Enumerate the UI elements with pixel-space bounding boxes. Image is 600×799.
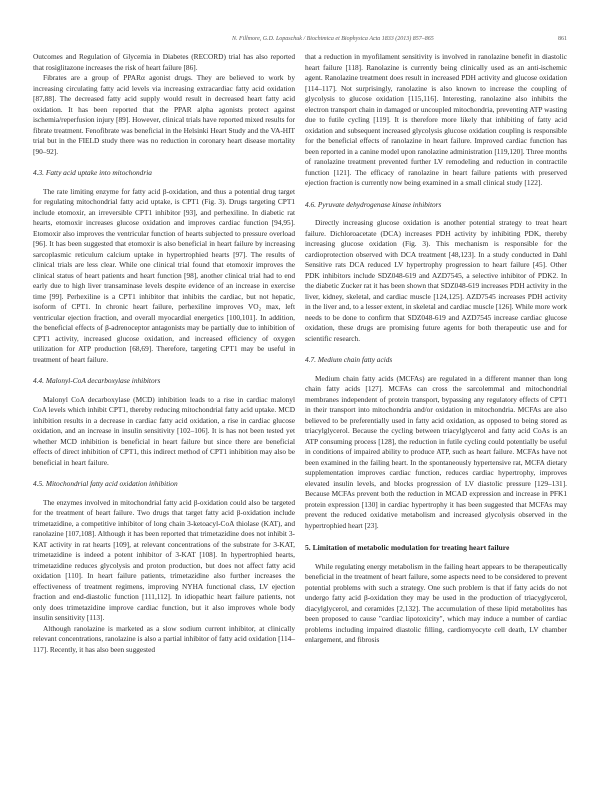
paragraph: Malonyl CoA decarboxylase (MCD) inhibition leads to a rise in cardiac malonyl CoA levels which inhibit CPT1, thereby reducing mitochondrial fatty acid uptake. MCD inhibition results in a decrease in cardiac fatty acid oxidation, a rise in cardiac glucose oxidation, and an increase in insulin sensitivity [102–106]. It is has not been tested yet whether MCD inhibition is beneficial in heart failure but since there are beneficial effects of direct inhibition of CPT1, this indirect method of CPT1 inhibition may also be beneficial in heart failure. xyxy=(33,394,295,467)
subsection-heading: 4.6. Pyruvate dehydrogenase kinase inhibitors xyxy=(305,199,442,209)
journal-citation: N. Fillmore, G.D. Lopaschuk / Biochimica et Biophysica Acta 1833 (2013) 857–865 xyxy=(232,36,434,42)
paragraph: While regulating energy metabolism in the failing heart appears to be therapeutically beneficial in the treatment of heart failure, some aspects need to be considered to prevent potential problems with such a strategy. One such problem is that if fatty acids do not undergo fatty acid β-oxidation they may be used in the production of triacyglycerol, diacylglycerol, and ceramides [2,132]. The accumulation of these lipid metabolites has been proposed to cause "cardiac lipotoxicity", which may induce a number of cardiac problems including impaired diastolic filling, cardiomyocyte cell death, LV chamber enlargement, and fibrosis xyxy=(305,561,567,644)
paragraph: Directly increasing glucose oxidation is another potential strategy to treat heart failure. Dichloroacetate (DCA) increases PDH activity by inhibiting PDK, thereby increasing glucose oxidation (Fig. 3). This mechanism is responsible for the cardioprotection observed with DCA treatment [48,123]. In a study conducted in Dahl Sensitive rats DCA reduced LV hypertrophy progression to heart failure [45]. Other PDK inhibitors include SDZ048-619 and AZD7545, a selective inhibitor of PDK2. In the diabetic Zucker rat it has been shown that SDZ048-619 increases PDH activity in the liver, kidney, skeletal, and cardiac muscle [124,125]. AZD7545 increases PDH activity in the liver and, to a lesser extent, in skeletal and cardiac muscle [126]. While more work needs to be done to confirm that SDZ048-619 and AZD7545 increase cardiac glucose oxidation, these drugs are promising future agents for both therapeutic use and for scientific research. xyxy=(305,218,567,343)
paragraph: Fibrates are a group of PPARα agonist drugs. They are believed to work by increasing circulating fatty acid levels via increasing extracardiac fatty acid oxidation [87,88]. The decreased fatty acid supply would result in decreased heart fatty acid oxidation. It has been reported that the PPAR alpha agonists protect against ischemia/reperfusion injury [89]. However, clinical trials have reported mixed results for fibrate treatment. Fenofibrate was beneficial in the Helsinki Heart Study and the VA-HIT trial but in the FIELD study there was no reduction in coronary heart disease mortality [90–92]. xyxy=(33,73,295,156)
paragraph: Medium chain fatty acids (MCFAs) are regulated in a different manner than long chain fatty acids [127]. MCFAs can cross the sarcolemmal and mitochondrial membranes independent of protein transport, bypassing any regulatory effects of CPT1 in their transport into mitochondria and/or oxidation in mitochondria. MCFAs are also believed to be preferentially used in fatty acid oxidation, as opposed to being stored as triacylglycerol. Because the cycling between triacylglycerol and fatty acid CoAs is an ATP consuming process [128], the reduction in futile cycling could potentially be useful in conditions of impaired ability to produce ATP, such as heart failure. MCFAs have not been examined in the failing heart. In the spontaneously hypertensive rat, MCFA dietary supplementation improves cardiac function, reduces cardiac hypertrophy, improves elevated insulin levels, and blocks progression of LV diastolic pressure [129–131]. Because MCFAs prevent both the reduction in MCAD expression and increase in PFK1 protein expression [130] in cardiac hypertrophy it has been suggested that MCFAs may prevent the reduced oxidative metabolism and increased glycolysis observed in the hypertrophied heart [23]. xyxy=(305,373,567,530)
right-column xyxy=(305,52,567,646)
paragraph: that a reduction in myofilament sensitivity is involved in ranolazine benefit in diastolic heart failure [118]. Ranolazine is currently being clinically used as an anti-ischemic agent. Ranolazine treatment does result in increased PDH activity and glucose oxidation [114–117]. Not surprisingly, ranolazine is also known to increase the coupling of glycolysis to glucose oxidation [115,116]. Interesting, ranolazine also inhibits the electron transport chain in damaged or uncoupled mitochondria, preventing ATP wasting due to futile cycling [119]. It is therefore more likely that inhibiting of fatty acid oxidation and subsequent increased glycolysis glucose oxidation coupling is responsible for the beneficial effects of ranolazine in heart failure. Improved cardiac function has been reported in a canine model upon ranolazine administration [119,120]. Three months of ranolazine treatment prevented further LV remodeling and reduction in contractile function [121]. The efficacy of ranolazine in heart failure patients with preserved ejection fraction is currently now being examined in a small clinical study [122]. xyxy=(305,52,567,187)
subsection-heading: 4.3. Fatty acid uptake into mitochondria xyxy=(33,168,152,177)
subsection-heading: 4.4. Malonyl-CoA decarboxylase inhibitors xyxy=(33,376,161,385)
subsection-heading: 4.5. Mitochondrial fatty acid oxidation inhibition xyxy=(33,479,178,488)
paragraph: Although ranolazine is marketed as a slow sodium current inhibitor, at clinically relevant concentrations, ranolazine is also a partial inhibitor of fatty acid oxidation [114–117]. Recently, it has also been suggested xyxy=(33,623,295,654)
running-header xyxy=(0,36,600,48)
left-column xyxy=(33,52,295,655)
paragraph: The enzymes involved in mitochondrial fatty acid β-oxidation could also be targeted for the treatment of heart failure. Two drugs that target fatty acid β-oxidation include trimetazidine, a competitive inhibitor of long chain 3-ketoacyl-CoA thiolase (KAT), and ranolazine [107,108]. Although it has been reported that trimetazidine does not inhibit 3-KAT activity in rat hearts [109], at relevant concentrations of the substrate for 3-KAT, trimetazidine is indeed a potent inhibitor of 3-KAT [108]. In hypertrophied hearts, trimetazidine reduces glycolysis and proton production, but does not affect fatty acid oxidation [110]. In heart failure patients, trimetazidine also further increases the effectiveness of treatment regimens, improving NYHA functional class, LV ejection fraction and end-diastolic function [111,112]. In idiopathic heart failure patients, not only does trimetazidine improve cardiac function, but it also improves whole body insulin sensitivity [113]. xyxy=(33,497,295,622)
section-heading: 5. Limitation of metabolic modulation for treating heart failure xyxy=(305,543,510,552)
paragraph: The rate limiting enzyme for fatty acid β-oxidation, and thus a potential drug target for regulating mitochondrial fatty acid uptake, is CPT1 (Fig. 3). Drugs targeting CPT1 include etomoxir, an irreversible CPT1 inhibitor [93], and perhexiline. In diabetic rat hearts, etomoxir increases glucose oxidation and improves cardiac function [94,95]. Etomoxir also improves the ventricular function of hearts subjected to pressure overload [96]. It has been suggested that etomoxir is also beneficial in heart failure by increasing sarcoplasmic reticulum calcium uptake in hypertrophied hearts [97]. The results of clinical trials are less clear. While one clinical trial found that etomoxir improves the clinical status of heart patients and heart function [98], another clinical trial had to end early due to high liver transaminase levels despite evidence of an increase in exercise time [99]. Perhexiline is a CPT1 inhibitor that inhibits the cardiac, but not hepatic, isoform of CPT1. In chronic heart failure, perhexiline improves VO₂ max, left ventricular ejection fraction, and overall myocardial energetics [100,101]. In addition, the beneficial effects of β-adrenoceptor antagonists may be partially due to inhibition of CPT1 activity, increased glucose oxidation, and increased efficiency of oxygen utilization for ATP production [68,69]. Therefore, targeting CPT1 may be useful in treatment of heart failure. xyxy=(33,186,295,364)
paragraph: Outcomes and Regulation of Glycemia in Diabetes (RECORD) trial has also reported that rosiglitazone increases the risk of heart failure [86]. xyxy=(33,52,295,72)
page-number: 861 xyxy=(558,36,567,42)
subsection-heading: 4.7. Medium chain fatty acids xyxy=(305,355,393,364)
